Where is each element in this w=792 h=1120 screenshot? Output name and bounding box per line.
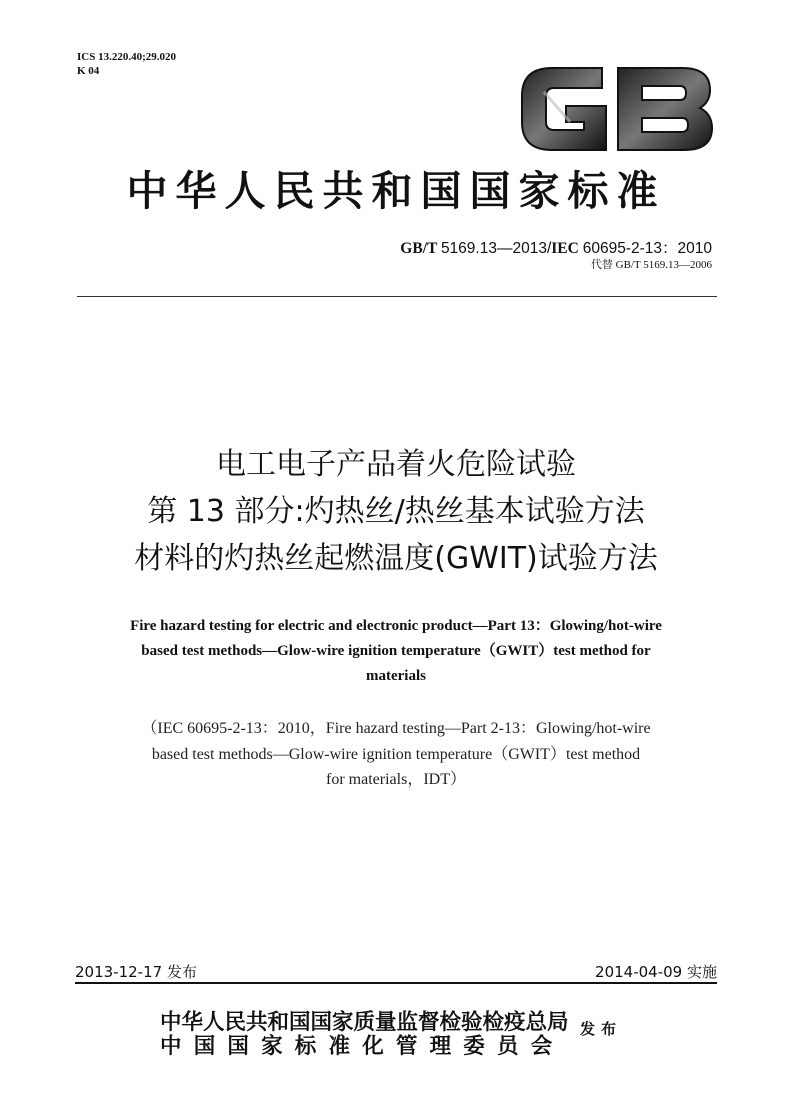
title-en-line-2: based test methods—Glow-wire ignition temperature（GWIT）test method for — [141, 643, 651, 659]
title-en-line-3: materials — [366, 668, 426, 684]
iec-reference-line-2: based test methods—Glow-wire ignition temperature（GWIT）test method — [151, 745, 641, 763]
header-divider — [77, 296, 717, 297]
ics-code: ICS 13.220.40;29.020 — [77, 51, 177, 63]
iec-number: 60695-2-13：2010 — [582, 240, 712, 257]
ccs-code: K 04 — [77, 65, 100, 77]
implementation-date: 2014-04-09 实施 — [595, 963, 717, 981]
classification-codes — [77, 50, 176, 78]
title-en-line-1: Fire hazard testing for electric and electronic product—Part 13：Glowing/hot-wire — [130, 618, 662, 634]
title-cn-line-3: 材料的灼热丝起燃温度(GWIT)试验方法 — [134, 541, 658, 576]
gb-logo — [514, 62, 719, 157]
iec-reference-line-3: for materials，IDT） — [326, 771, 466, 788]
footer-divider — [75, 982, 717, 984]
standard-number — [400, 236, 712, 258]
replaces-note: 代替 GB/T 5169.13—2006 — [590, 259, 712, 271]
issue-date: 2013-12-17 发布 — [75, 963, 197, 981]
title-cn-line-2: 第 13 部分:灼热丝/热丝基本试验方法 — [147, 494, 645, 529]
standard-number-main: 5169.13—2013/ — [440, 240, 552, 257]
issuer-aqsiq: 中华人民共和国国家质量监督检验检疫总局 — [160, 1010, 569, 1035]
title-cn-line-1: 电工电子产品着火危险试验 — [216, 447, 576, 482]
issuer-sac: 中国国家标准化管理委员会 — [160, 1034, 565, 1059]
national-standard-heading: 中华人民共和国国家标准 — [126, 167, 666, 215]
iec-prefix: IEC — [551, 240, 583, 257]
standard-prefix: GB/T — [400, 240, 441, 257]
issue-label: 发布 — [580, 1020, 623, 1038]
iec-reference — [70, 716, 722, 793]
iec-reference-line-1: （IEC 60695-2-13：2010，Fire hazard testing—Part 2-13：Glowing/hot-wire — [141, 720, 651, 737]
title-en — [80, 614, 712, 689]
